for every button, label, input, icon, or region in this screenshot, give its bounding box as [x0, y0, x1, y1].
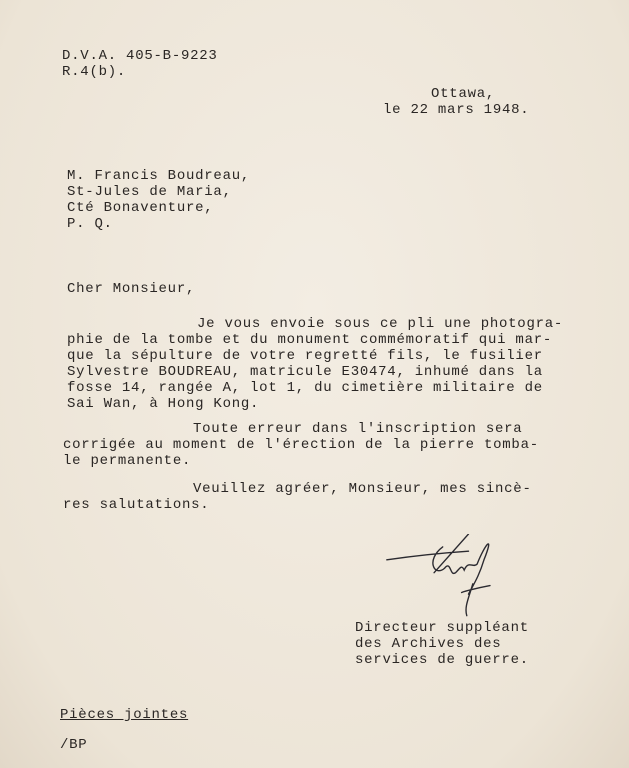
paragraph-line: Toute erreur dans l'inscription sera: [193, 421, 523, 437]
reference-line: D.V.A. 405-B-9223: [62, 48, 218, 64]
date: le 22 mars 1948.: [383, 102, 530, 118]
salutation: Cher Monsieur,: [67, 281, 196, 297]
address-line: St-Jules de Maria,: [67, 184, 232, 200]
paragraph-line: le permanente.: [63, 453, 192, 469]
signatory-block: [355, 620, 529, 668]
place-date-block: [383, 86, 529, 118]
paragraph-3: [63, 481, 532, 513]
paragraph-line: Sai Wan, à Hong Kong.: [67, 396, 260, 412]
address-line: Cté Bonaventure,: [67, 200, 214, 216]
paragraph-line: que la sépulture de votre regretté fils, le fusilier: [67, 348, 543, 364]
paragraph-1: [67, 316, 563, 412]
place: Ottawa,: [431, 86, 496, 102]
paragraph-line: phie de la tombe et du monument commémoratif qui mar-: [67, 332, 553, 348]
handwritten-signature: [372, 534, 522, 620]
recipient-address: [67, 168, 250, 232]
signatory-line: services de guerre.: [355, 652, 529, 668]
paragraph-line: Sylvestre BOUDREAU, matricule E30474, inhumé dans la: [67, 364, 543, 380]
paragraph-line: corrigée au moment de l'érection de la pierre tomba-: [63, 437, 539, 453]
paragraph-line: Je vous envoie sous ce pli une photogra-: [197, 316, 564, 332]
reference-line: R.4(b).: [62, 64, 127, 80]
enclosures-label: Pièces jointes: [60, 707, 189, 723]
address-line: M. Francis Boudreau,: [67, 168, 251, 184]
address-line: P. Q.: [67, 216, 113, 232]
paragraph-line: fosse 14, rangée A, lot 1, du cimetière militaire de: [67, 380, 543, 396]
signatory-line: des Archives des: [355, 636, 502, 652]
signatory-line: Directeur suppléant: [355, 620, 529, 636]
paragraph-line: Veuillez agréer, Monsieur, mes sincè-: [193, 481, 532, 497]
reference-block: [62, 48, 218, 80]
paragraph-2: [63, 421, 539, 469]
typist-initials: /BP: [60, 737, 88, 753]
paragraph-line: res salutations.: [63, 497, 210, 513]
